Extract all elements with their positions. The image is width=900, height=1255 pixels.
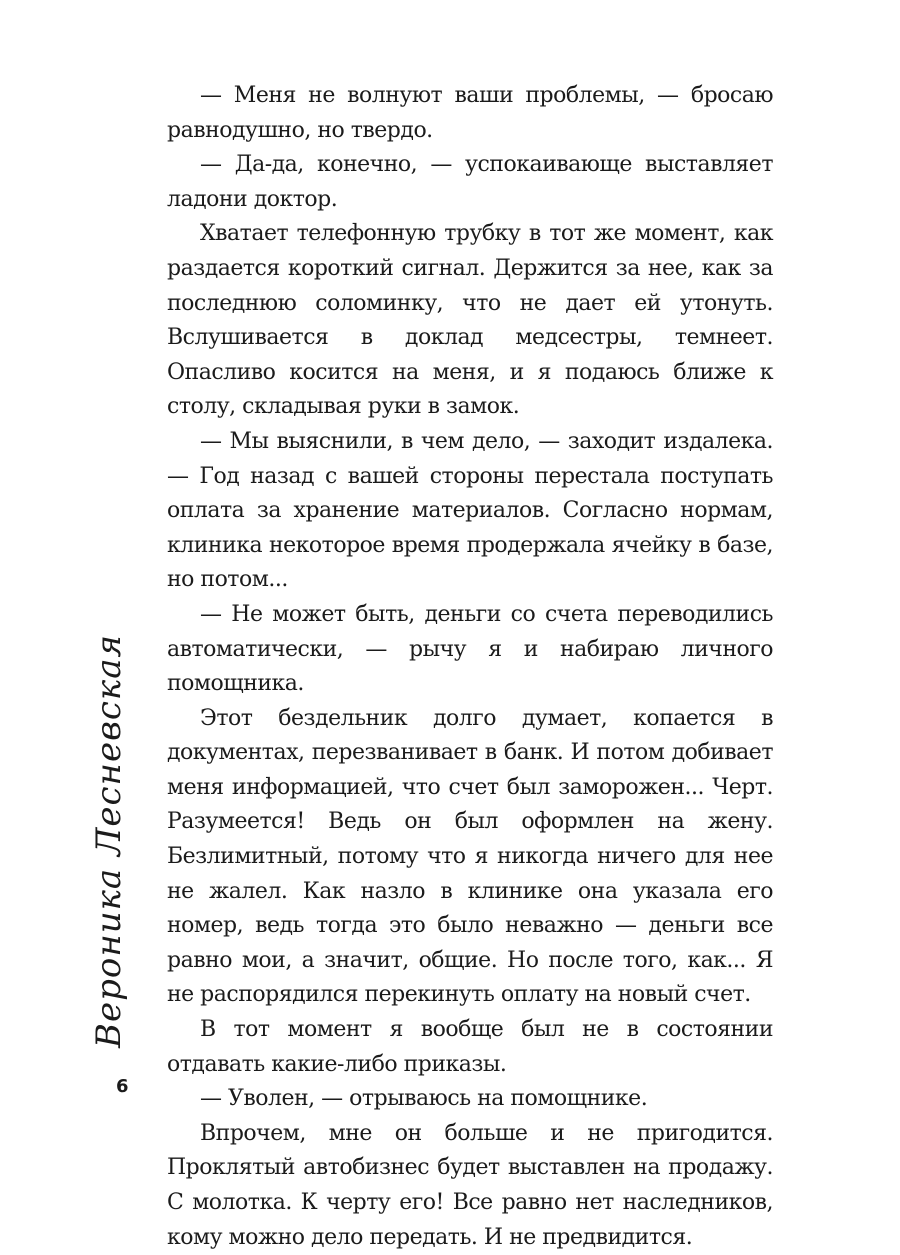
paragraph: — Не может быть, деньги со счета переводились автоматически, — рычу я и набираю личного помощника. [167, 601, 773, 697]
body-text [167, 79, 773, 1255]
paragraph: Впрочем, мне он больше и не пригодится. Проклятый автобизнес будет выставлен на продажу. С молотка. К черту его! Все равно нет наследников, кому можно дело передать. И не предвидится. [167, 1120, 773, 1250]
page-number: 6 [116, 1076, 129, 1097]
author-running-head: Вероника Лесневская [89, 634, 129, 1048]
paragraph: — Мы выяснили, в чем дело, — заходит издалека. — Год назад с вашей стороны перестала поступать оплата за хранение материалов. Согласно нормам, клиника некоторое время продержала ячейку в базе, но потом... [167, 428, 773, 593]
paragraph: — Да-да, конечно, — успокаивающе выставляет ладони доктор. [167, 152, 773, 212]
paragraph: В тот момент я вообще был не в состоянии отдавать какие-либо приказы. [167, 1017, 773, 1077]
paragraph: — Уволен, — отрываюсь на помощнике. [200, 1086, 648, 1112]
paragraph: Хватает телефонную трубку в тот же момент, как раздается короткий сигнал. Держится за нее, как за последнюю соломинку, что не дает ей утонуть. Вслушивается в доклад медсестры, темнеет. Опасливо косится на меня, и я подаюсь ближе к столу, складывая руки в замок. [167, 221, 773, 420]
paragraph: — Меня не волнуют ваши проблемы, — бросаю равнодушно, но твердо. [167, 83, 773, 143]
paragraph: Этот бездельник долго думает, копается в документах, перезванивает в банк. И потом добивает меня информацией, что счет был заморожен... Черт. Разумеется! Ведь он был оформлен на жену. Безлимитный, потому что я никогда ничего для нее не жалел. Как назло в клинике она указала его номер, ведь тогда это было неважно — деньги все равно мои, а значит, общие. Но после того, как... Я не распорядился перекинуть оплату на новый счет. [167, 705, 773, 1008]
